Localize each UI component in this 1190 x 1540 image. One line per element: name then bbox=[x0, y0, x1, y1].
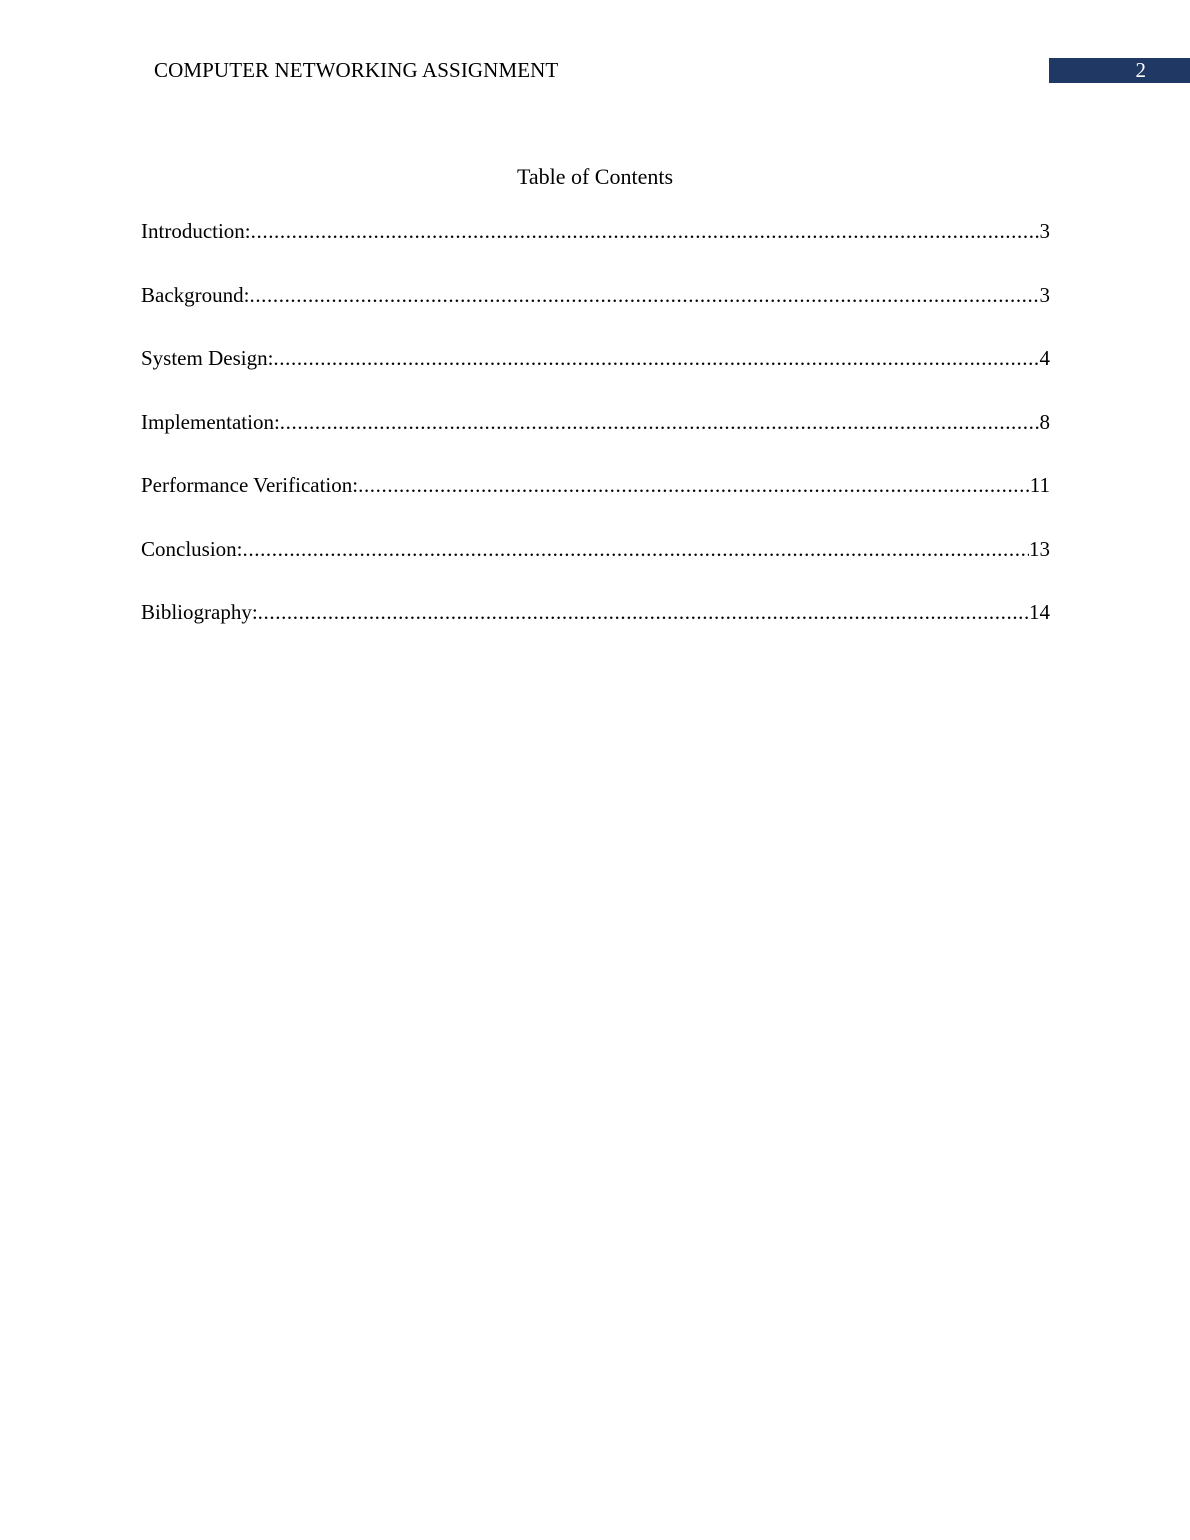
toc-entry-label: Introduction: bbox=[141, 219, 251, 243]
toc-entry-label: Performance Verification: bbox=[141, 473, 359, 497]
toc-dot-leader bbox=[258, 598, 1029, 626]
toc-entry-page: 14 bbox=[1029, 600, 1050, 624]
toc-entry-page: 8 bbox=[1039, 409, 1050, 434]
toc-dot-leader bbox=[251, 217, 1040, 245]
toc-entry-introduction[interactable] bbox=[141, 217, 1050, 281]
toc-entry-label: Background: bbox=[141, 282, 250, 307]
toc-entry-system-design[interactable] bbox=[141, 344, 1050, 408]
toc-entry-page: 3 bbox=[1039, 219, 1050, 243]
toc-entry-page: 4 bbox=[1039, 346, 1050, 370]
page-number-badge bbox=[1049, 58, 1190, 83]
toc-entry-label: System Design: bbox=[141, 346, 274, 370]
toc-entry-page: 13 bbox=[1029, 536, 1050, 561]
toc-dot-leader bbox=[249, 281, 1039, 309]
toc-dot-leader bbox=[280, 408, 1040, 436]
page-number: 2 bbox=[1135, 58, 1146, 82]
running-header-title: COMPUTER NETWORKING ASSIGNMENT bbox=[154, 58, 559, 82]
toc-entry-page: 11 bbox=[1029, 473, 1050, 497]
table-of-contents bbox=[141, 217, 1050, 662]
toc-entry-label: Bibliography: bbox=[141, 600, 258, 624]
toc-heading: Table of Contents bbox=[516, 164, 674, 189]
toc-entry-label: Implementation: bbox=[141, 409, 280, 434]
toc-entry-page: 3 bbox=[1039, 282, 1050, 307]
toc-entry-implementation[interactable] bbox=[141, 408, 1050, 472]
toc-dot-leader bbox=[358, 471, 1030, 499]
toc-dot-leader bbox=[243, 535, 1029, 563]
toc-entry-label: Conclusion: bbox=[141, 536, 243, 561]
toc-entry-bibliography[interactable] bbox=[141, 598, 1050, 662]
toc-dot-leader bbox=[273, 344, 1039, 372]
toc-entry-background[interactable] bbox=[141, 281, 1050, 345]
toc-entry-performance-verification[interactable] bbox=[141, 471, 1050, 535]
toc-entry-conclusion[interactable] bbox=[141, 535, 1050, 599]
